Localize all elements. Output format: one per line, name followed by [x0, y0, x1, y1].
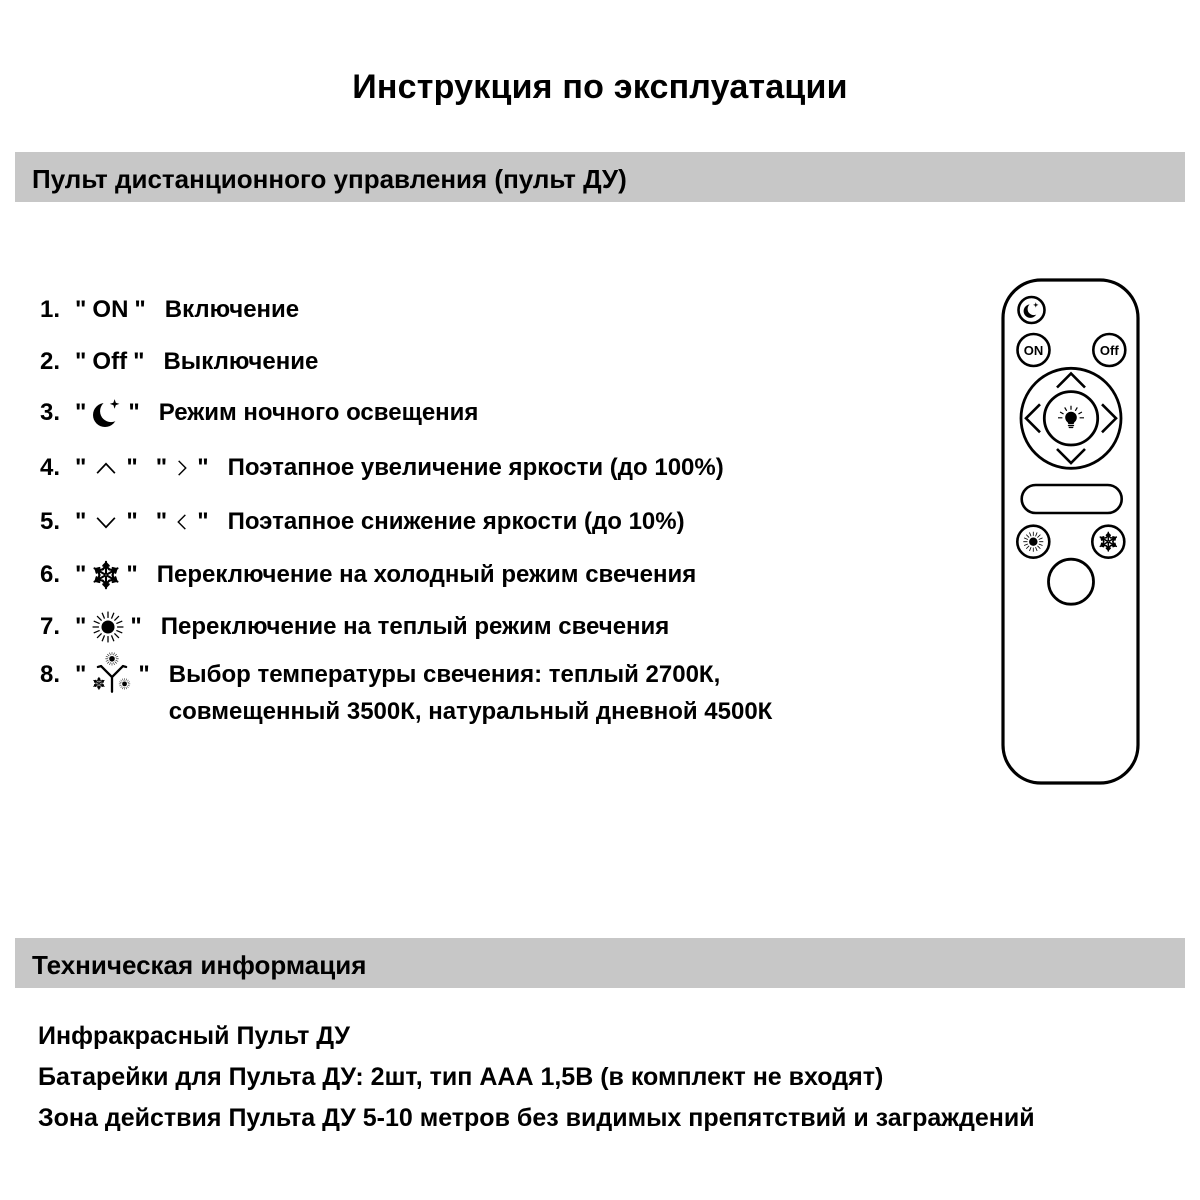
moon-star-icon [91, 397, 123, 429]
instruction-item [40, 605, 669, 649]
quote-mark: " [197, 454, 209, 481]
quote-mark: " [138, 660, 150, 688]
off-button [1093, 334, 1125, 366]
page-title: Инструкция по эксплуатации [352, 68, 848, 106]
nav-pad [1021, 368, 1121, 468]
snowflake-icon [91, 560, 121, 590]
quoted-label: ON [92, 296, 129, 323]
tech-info-line: Зона действия Пульта ДУ 5-10 метров без видимых препятствий и заграждений [38, 1104, 1035, 1132]
instruction-text: Переключение на теплый режим свечения [160, 613, 670, 640]
quote-mark: " [75, 399, 87, 426]
instruction-number: 6. [40, 561, 61, 588]
quote-mark: " [126, 508, 138, 535]
pill-button [1022, 485, 1122, 513]
instruction-text: Переключение на холодный режим свечения [156, 561, 697, 588]
sun-icon [91, 610, 125, 644]
quote-mark: " [75, 660, 87, 688]
cold-mode-button [1092, 526, 1124, 558]
quote-mark: " [75, 613, 87, 640]
instruction-text: Выбор температуры свечения: теплый 2700К, совмещенный 3500К, натуральный дневной 4500К [168, 661, 773, 725]
chevron-down-icon [91, 510, 121, 535]
instruction-item [40, 340, 318, 384]
tech-info-line: Инфракрасный Пульт ДУ [38, 1022, 350, 1050]
instruction-item [40, 446, 724, 490]
tech-info-line: Батарейки для Пульта ДУ: 2шт, тип ААА 1,5В (в комплект не входят) [38, 1063, 884, 1091]
round-button [1049, 559, 1094, 604]
on-button-label: ON [1023, 343, 1044, 358]
instruction-number: 4. [40, 454, 61, 481]
section-header-remote-control-label: Пульт дистанционного управления (пульт ДУ) [32, 163, 627, 194]
tech-info-block [38, 1016, 1035, 1139]
chevron-right-icon [172, 452, 192, 484]
instruction-number: 3. [40, 399, 61, 426]
instruction-number: 1. [40, 296, 61, 323]
off-button-label: Off [1099, 343, 1119, 358]
instruction-text: Режим ночного освещения [158, 399, 479, 426]
instruction-number: 8. [40, 660, 61, 688]
instruction-item [40, 656, 772, 730]
sun-icon [1023, 532, 1043, 552]
quote-mark: " [128, 399, 140, 426]
quote-mark: " [130, 613, 142, 640]
instruction-text: Выключение [163, 348, 319, 375]
quote-mark: " [197, 508, 209, 535]
instruction-item [40, 391, 478, 435]
instruction-text: Поэтапное снижение яркости (до 10%) [227, 508, 685, 535]
instruction-text: Включение [164, 296, 300, 323]
quote-mark: " [134, 296, 146, 323]
section-header-tech-info [15, 938, 1185, 988]
remote-control-illustration [1001, 278, 1140, 785]
quote-mark: " [75, 296, 87, 323]
quote-mark: " [155, 454, 168, 481]
instruction-number: 2. [40, 348, 61, 375]
chevron-left-icon [172, 506, 192, 538]
quoted-label: Off [92, 348, 128, 375]
instruction-item [40, 500, 685, 544]
instruction-item [40, 553, 696, 597]
chevron-up-icon [91, 456, 121, 481]
instruction-number: 5. [40, 508, 61, 535]
quote-mark: " [75, 454, 87, 481]
section-header-remote-control [15, 152, 1185, 202]
quote-mark: " [75, 508, 87, 535]
quote-mark: " [155, 508, 168, 535]
temperature-select-icon [91, 652, 133, 698]
quote-mark: " [126, 454, 138, 481]
quote-mark: " [126, 561, 138, 588]
section-header-tech-info-label: Техническая информация [32, 949, 367, 980]
instruction-number: 7. [40, 613, 61, 640]
quote-mark: " [75, 348, 87, 375]
on-button [1018, 334, 1050, 366]
night-mode-button [1019, 297, 1045, 323]
warm-mode-button [1017, 526, 1049, 558]
quote-mark: " [133, 348, 145, 375]
instruction-text: Поэтапное увеличение яркости (до 100%) [227, 454, 724, 481]
quote-mark: " [75, 561, 87, 588]
instruction-item [40, 288, 299, 332]
